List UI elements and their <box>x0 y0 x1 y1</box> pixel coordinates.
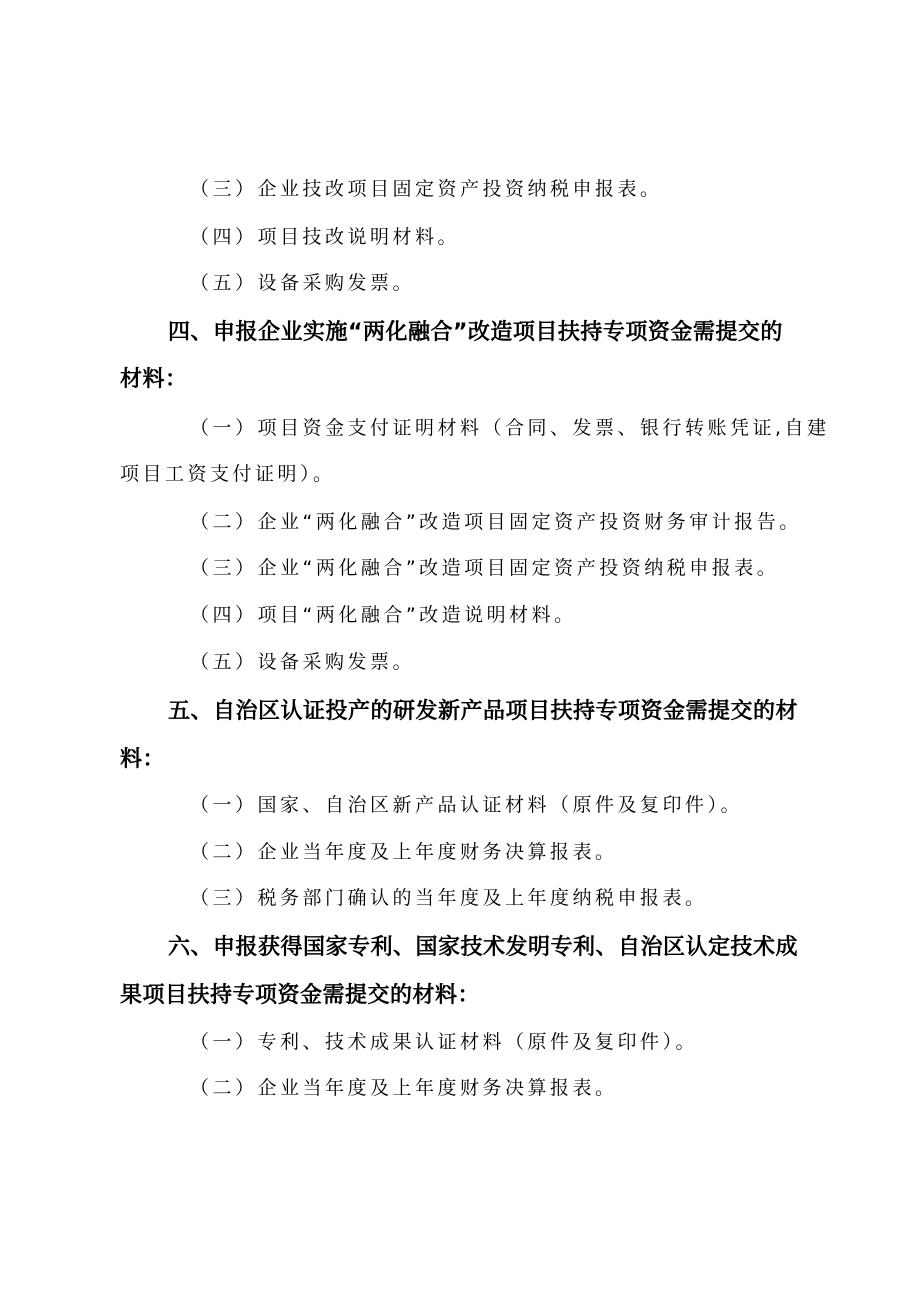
list-item-continuation: 项目工资支付证明）。 <box>120 463 336 485</box>
section-heading-continuation: 材料： <box>120 367 188 392</box>
section-heading: 五、自治区认证投产的研发新产品项目扶持专项资金需提交的材 <box>168 699 799 724</box>
list-item: （三）企业“两化融合”改造项目固定资产投资纳税申报表。 <box>190 557 780 579</box>
list-item: （二）企业当年度及上年度财务决算报表。 <box>190 1077 618 1099</box>
list-item: （三）税务部门确认的当年度及上年度纳税申报表。 <box>190 887 708 909</box>
list-item: （三）企业技改项目固定资产投资纳税申报表。 <box>190 178 663 200</box>
list-item: （二）企业当年度及上年度财务决算报表。 <box>190 841 618 863</box>
list-item: （一）国家、自治区新产品认证材料（原件及复印件）。 <box>190 794 744 816</box>
list-item: （一）项目资金支付证明材料（合同、发票、银行转账凭证,自建 <box>190 417 830 439</box>
section-heading: 六、申报获得国家专利、国家技术发明专利、自治区认定技术成 <box>168 935 799 960</box>
list-item: （五）设备采购发票。 <box>190 651 416 673</box>
list-item: （一）专利、技术成果认证材料（原件及复印件）。 <box>190 1031 699 1053</box>
list-item: （四）项目技改说明材料。 <box>190 226 461 248</box>
section-heading: 四、申报企业实施“两化融合”改造项目扶持专项资金需提交的 <box>168 320 783 345</box>
list-item: （二）企业“两化融合”改造项目固定资产投资财务审计报告。 <box>190 511 802 533</box>
list-item: （五）设备采购发票。 <box>190 272 416 294</box>
list-item: （四）项目“两化融合”改造说明材料。 <box>190 604 577 626</box>
section-heading-continuation: 果项目扶持专项资金需提交的材料： <box>120 983 481 1008</box>
section-heading-continuation: 料： <box>120 747 166 772</box>
